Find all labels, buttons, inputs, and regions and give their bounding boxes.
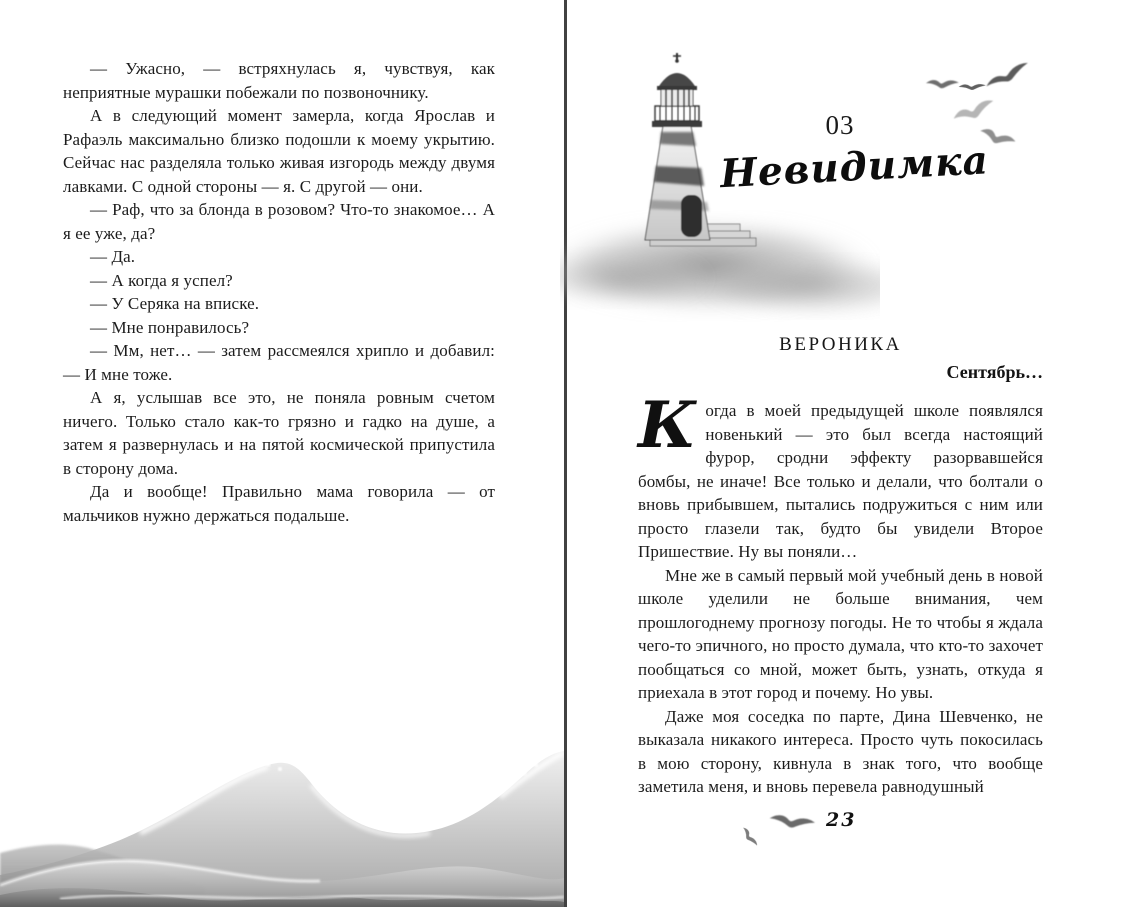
- footer-birds-illustration: [736, 797, 836, 852]
- paragraph-with-dropcap: [638, 388, 1043, 564]
- paragraph: — Да.: [90, 247, 136, 266]
- paragraph: Мне же в самый первый мой учебный день в новой школе уделили не больше внимания, чем прошлогоднему прогнозу погоды. Не то чтобы я ждала чего-то эпичного, но просто думала, что кто-то захочет пообщаться со мной, может быть, узнать, откуда я приехала в этот город и почему. Но увы.: [638, 565, 1043, 702]
- lighthouse-illustration: [560, 48, 880, 348]
- paragraph-text: огда в моей предыдущей школе появлялся новенький — это был всегда настоящий фурор, сродни эффекту разорвавшейся бомбы, не иначе! Все только и делали, что болтали о вновь прибывшем, пытались подружиться с ним или просто глазели так, будто бы увидели Второе Пришествие. Ну вы поняли…: [638, 401, 1043, 561]
- left-page-text: [63, 57, 495, 527]
- drop-cap: К: [638, 388, 697, 463]
- waves-illustration: [0, 735, 564, 907]
- page-number: 23: [826, 809, 857, 831]
- pov-name: ВЕРОНИКА: [779, 334, 902, 355]
- paragraph: Даже моя соседка по парте, Дина Шевченко, не выказала никакого интереса. Просто чуть покосилась в мою сторону, кивнула в знак того, что вообще заметила меня, и вновь перевела равнодушный: [638, 706, 1043, 796]
- paragraph: А в следующий момент замерла, когда Ярослав и Рафаэль максимально близко подошли к моему укрытию. Сейчас нас разделяла только живая изгородь между двумя лавками. С одной стороны — я. С другой — они.: [63, 106, 495, 196]
- paragraph: — У Серяка на вписке.: [90, 294, 260, 313]
- right-page-text: [638, 388, 1043, 799]
- paragraph: А я, услышав все это, не поняла ровным счетом ничего. Только стало как-то грязно и гадко на душе, а затем я развернулась и на пятой космической припустила в сторону дома.: [63, 388, 495, 478]
- paragraph: — Раф, что за блонда в розовом? Что-то знакомое… А я ее уже, да?: [63, 200, 495, 243]
- paragraph: — А когда я успел?: [90, 270, 233, 290]
- date-line: Сентябрь…: [946, 362, 1043, 382]
- paragraph: Да и вообще! Правильно мама говорила — от мальчиков нужно держаться подальше.: [63, 482, 495, 525]
- paragraph: — Ужасно, — встряхнулась я, чувствуя, как неприятные мурашки побежали по позвоночнику.: [63, 59, 495, 102]
- chapter-title: Невидимка: [718, 137, 990, 198]
- chapter-heading: [718, 110, 990, 198]
- paragraph: — Мм, нет… — затем рассмеялся хрипло и добавил: — И мне тоже.: [63, 341, 495, 384]
- paragraph: — Мне понравилось?: [90, 317, 250, 337]
- chapter-number: 03: [825, 110, 855, 140]
